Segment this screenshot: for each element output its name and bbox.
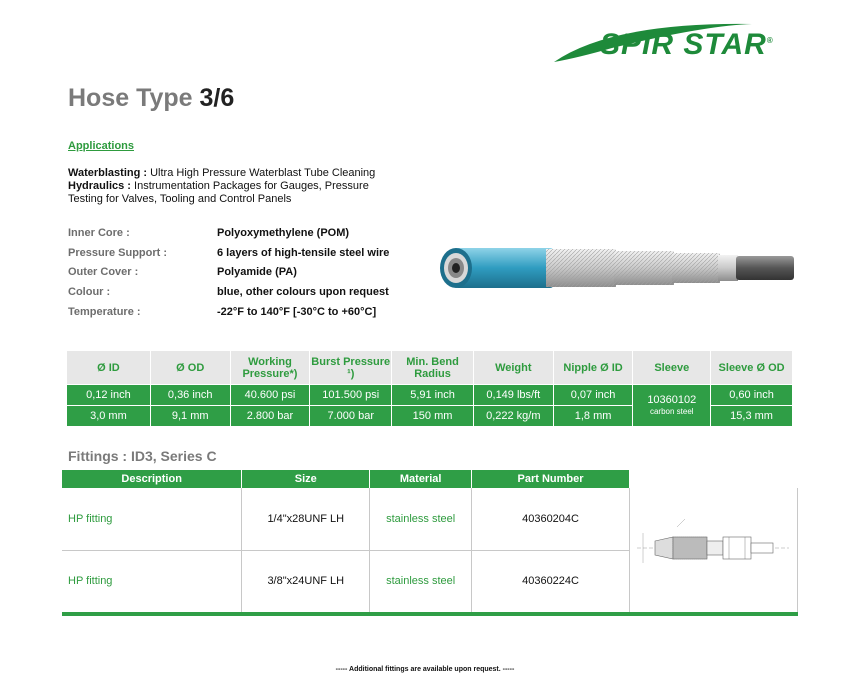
- cell: 3,0 mm: [67, 406, 151, 427]
- fitting-size: 1/4"x28UNF LH: [242, 488, 370, 550]
- cell: 0,07 inch: [553, 385, 633, 406]
- spec-label-colour: Colour :: [68, 286, 111, 298]
- header-sleeve: Sleeve: [633, 351, 711, 385]
- cell: 0,60 inch: [711, 385, 793, 406]
- cell: 0,149 lbs/ft: [473, 385, 553, 406]
- spec-table-header: [67, 351, 793, 385]
- spec-value-temperature: -22°F to 140°F [-30°C to +60°C]: [217, 306, 377, 318]
- header-size: Size: [242, 470, 370, 488]
- cell: 5,91 inch: [392, 385, 474, 406]
- spec-value-colour: blue, other colours upon request: [217, 286, 389, 298]
- cell: 150 mm: [392, 406, 474, 427]
- spec-label-inner-core: Inner Core :: [68, 227, 130, 239]
- spec-label-pressure-support: Pressure Support :: [68, 247, 168, 259]
- header-id: Ø ID: [67, 351, 151, 385]
- cell: 2.800 bar: [230, 406, 310, 427]
- spec-value-inner-core: Polyoxymethylene (POM): [217, 227, 350, 239]
- header-nipple-id: Nipple Ø ID: [553, 351, 633, 385]
- header-drawing: [629, 470, 797, 488]
- fittings-table: [62, 470, 798, 613]
- logo-text: SPIR STAR®: [600, 28, 774, 61]
- applications-heading: Applications: [68, 140, 135, 152]
- application-line: Hydraulics : Instrumentation Packages for Gauges, Pressure: [68, 180, 369, 192]
- header-weight: Weight: [473, 351, 553, 385]
- page-title: Hose Type 3/6: [68, 84, 235, 112]
- fitting-part-number: 40360204C: [472, 488, 630, 550]
- header-part-number: Part Number: [472, 470, 630, 488]
- table-row: [62, 488, 798, 550]
- cell: 0,222 kg/m: [473, 406, 553, 427]
- fitting-drawing-icon: [633, 513, 793, 583]
- application-line: Testing for Valves, Tooling and Control Panels: [68, 193, 292, 205]
- fitting-size: 3/8"x24UNF LH: [242, 550, 370, 612]
- cell: 0,12 inch: [67, 385, 151, 406]
- fitting-description: HP fitting: [62, 488, 242, 550]
- header-material: Material: [370, 470, 472, 488]
- spir-star-logo: [552, 18, 842, 68]
- cell: 9,1 mm: [150, 406, 230, 427]
- fittings-table-header: [62, 470, 798, 488]
- spec-label-temperature: Temperature :: [68, 306, 141, 318]
- fittings-table-bottom-bar: [62, 612, 798, 616]
- header-min-bend-radius: Min. Bend Radius: [392, 351, 474, 385]
- fitting-material: stainless steel: [370, 488, 472, 550]
- cell: 15,3 mm: [711, 406, 793, 427]
- header-working-pressure: Working Pressure*): [230, 351, 310, 385]
- fittings-heading: Fittings : ID3, Series C: [68, 448, 217, 464]
- spec-label-outer-cover: Outer Cover :: [68, 266, 139, 278]
- cell: 1,8 mm: [553, 406, 633, 427]
- hose-image: [436, 238, 796, 294]
- fitting-drawing: [629, 488, 797, 612]
- cell: 0,36 inch: [150, 385, 230, 406]
- sleeve-cell: 10360102 carbon steel: [633, 385, 711, 427]
- table-row: [67, 385, 793, 406]
- spec-value-outer-cover: Polyamide (PA): [217, 266, 297, 278]
- header-description: Description: [62, 470, 242, 488]
- fitting-part-number: 40360224C: [472, 550, 630, 612]
- cell: 101.500 psi: [310, 385, 392, 406]
- spec-table: [66, 350, 793, 427]
- cell: 40.600 psi: [230, 385, 310, 406]
- header-od: Ø OD: [150, 351, 230, 385]
- fitting-description: HP fitting: [62, 550, 242, 612]
- spec-value-pressure-support: 6 layers of high-tensile steel wire: [217, 247, 390, 259]
- application-line: Waterblasting : Ultra High Pressure Waterblast Tube Cleaning: [68, 167, 376, 179]
- footer-note: ----- Additional fittings are available upon request. -----: [335, 666, 515, 673]
- cell: 7.000 bar: [310, 406, 392, 427]
- header-burst-pressure: Burst Pressure ¹): [310, 351, 392, 385]
- header-sleeve-od: Sleeve Ø OD: [711, 351, 793, 385]
- fitting-material: stainless steel: [370, 550, 472, 612]
